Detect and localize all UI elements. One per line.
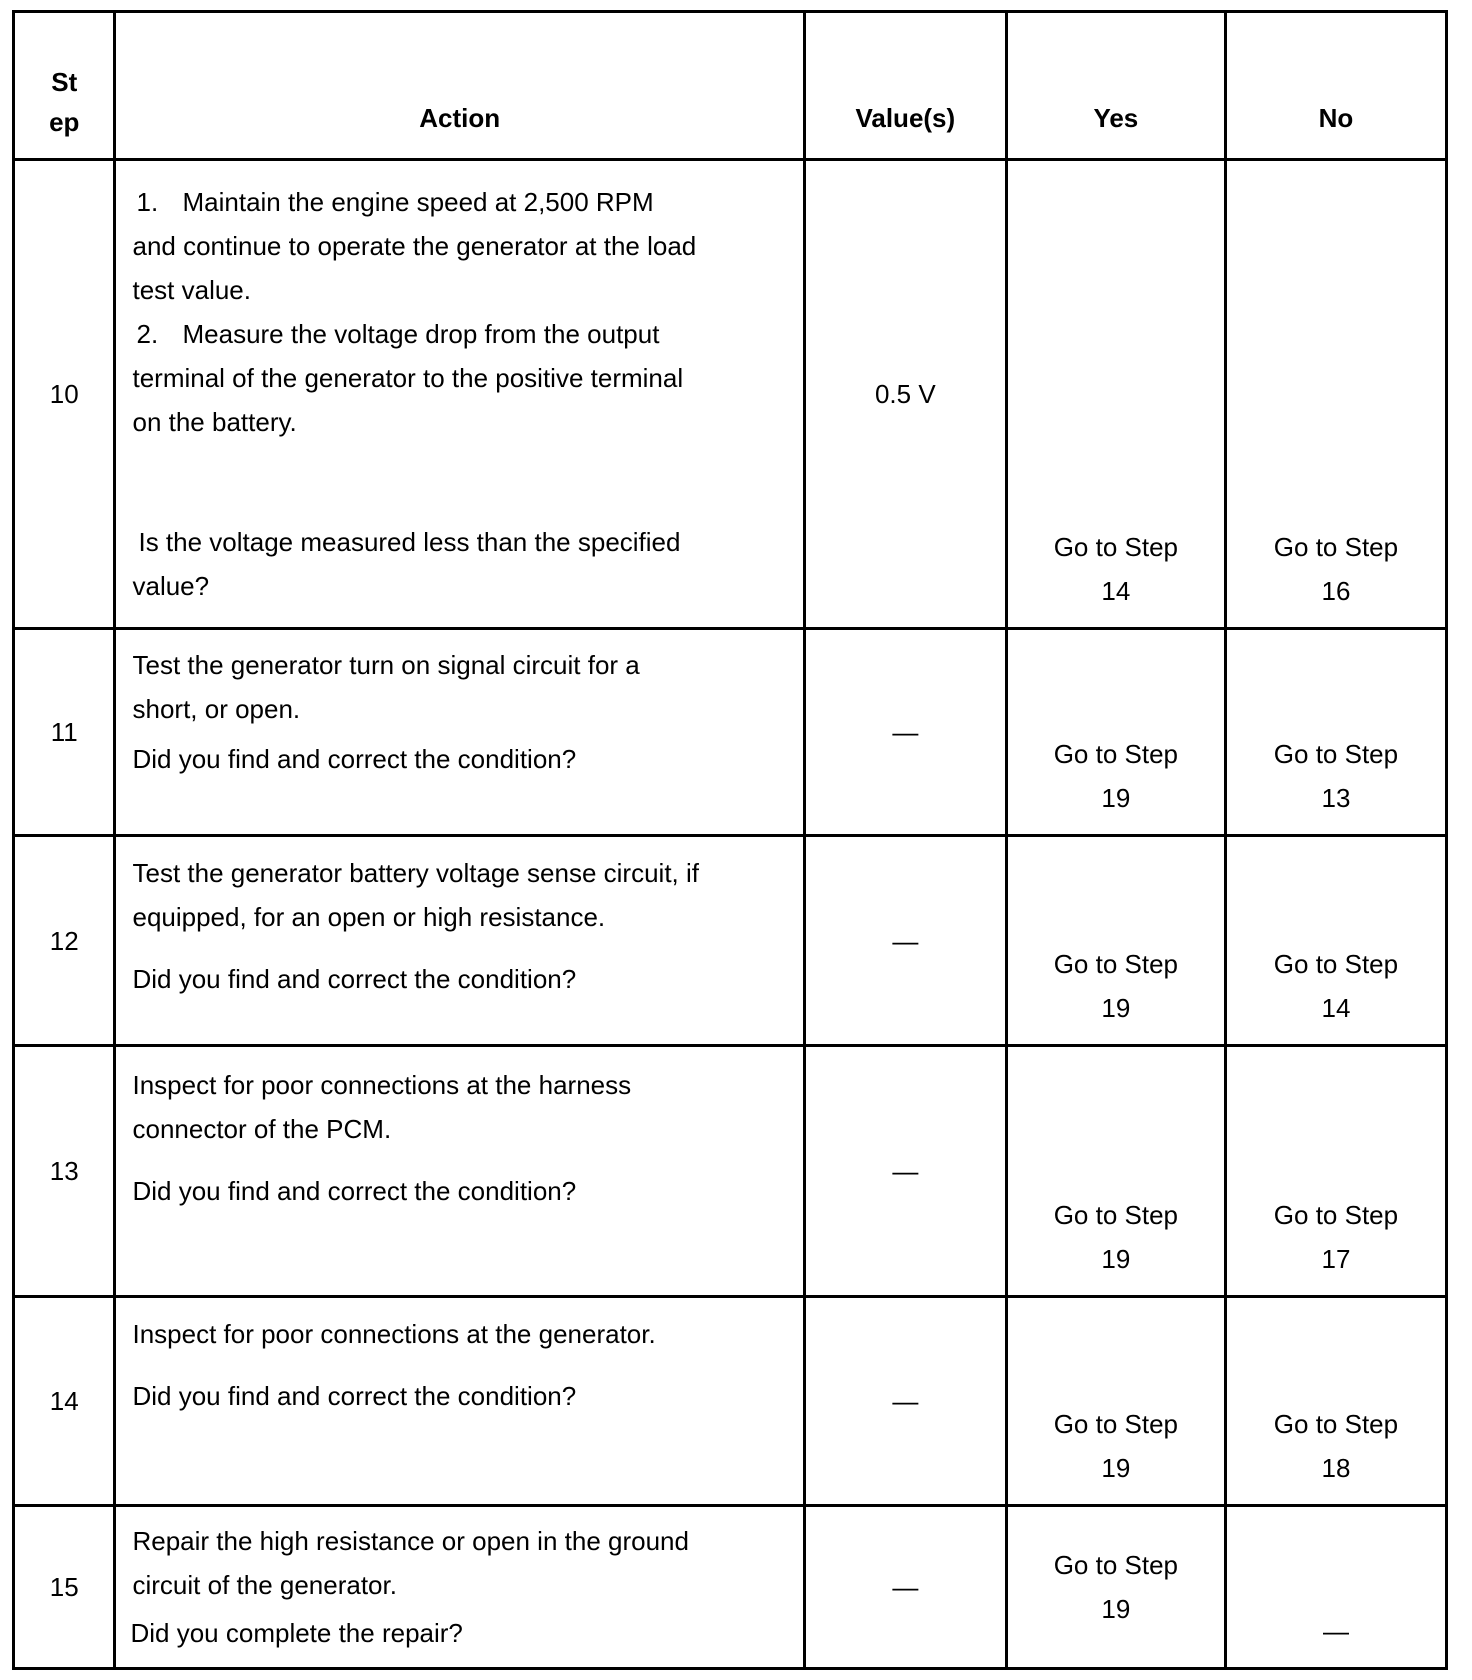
yes-step: 19 (1101, 1593, 1131, 1624)
table-row-step-15 (14, 1505, 1447, 1668)
action-question: value? (132, 570, 210, 601)
action-question: Is the voltage measured less than the specified (138, 526, 681, 557)
yes-text: Go to Step (1053, 1408, 1179, 1439)
table-row-step-11 (14, 628, 1447, 835)
action-question: Did you find and correct the condition? (132, 1380, 577, 1411)
yes-text: Go to Step (1053, 1549, 1179, 1580)
value-cell: — (804, 1045, 1006, 1297)
header-step (14, 12, 115, 160)
yes-text: Go to Step (1053, 739, 1179, 770)
action-text: Test the generator turn on signal circuit for a (132, 650, 640, 681)
no-cell (1225, 1505, 1446, 1668)
step-number: 14 (14, 1297, 115, 1505)
action-text: equipped, for an open or high resistance. (132, 901, 606, 932)
header-step-line2: ep (49, 107, 80, 137)
yes-step: 19 (1101, 992, 1131, 1023)
header-row (14, 12, 1447, 160)
yes-step: 19 (1101, 1244, 1131, 1275)
item-number: 2. (136, 318, 159, 349)
yes-cell (1006, 836, 1225, 1045)
action-question: Did you complete the repair? (130, 1617, 463, 1648)
step-number: 15 (14, 1505, 115, 1668)
table-row-step-13 (14, 1045, 1447, 1297)
action-cell (115, 1505, 804, 1668)
action-text: terminal of the generator to the positive terminal (132, 362, 684, 393)
yes-cell (1006, 1505, 1225, 1668)
yes-text: Go to Step (1053, 948, 1179, 979)
action-text: Repair the high resistance or open in the ground (132, 1525, 689, 1556)
step-number: 12 (14, 836, 115, 1045)
header-yes: Yes (1006, 12, 1225, 160)
action-cell (115, 1297, 804, 1505)
no-text: — (1322, 1616, 1349, 1646)
no-text: Go to Step (1273, 1408, 1399, 1439)
no-step: 16 (1321, 575, 1351, 606)
item-number: 1. (136, 186, 159, 217)
no-cell (1225, 1045, 1446, 1297)
action-text: Measure the voltage drop from the output (182, 318, 660, 349)
table-row-step-12 (14, 836, 1447, 1045)
yes-cell (1006, 1045, 1225, 1297)
action-question: Did you find and correct the condition? (132, 1175, 577, 1206)
no-cell (1225, 836, 1446, 1045)
no-text: Go to Step (1273, 531, 1399, 562)
no-cell (1225, 628, 1446, 835)
yes-step: 14 (1101, 575, 1131, 606)
value-cell: — (804, 628, 1006, 835)
action-text: Inspect for poor connections at the generator. (132, 1318, 656, 1349)
yes-cell (1006, 160, 1225, 629)
table-row-step-14 (14, 1297, 1447, 1505)
action-item (132, 312, 792, 356)
no-text: Go to Step (1273, 948, 1399, 979)
yes-step: 19 (1101, 1452, 1131, 1483)
step-number: 11 (14, 628, 115, 835)
value-cell: 0.5 V (804, 160, 1006, 629)
action-text: short, or open. (132, 694, 301, 725)
action-text: Test the generator battery voltage sense circuit, if (132, 857, 699, 888)
action-item (132, 180, 792, 224)
yes-text: Go to Step (1053, 531, 1179, 562)
action-text: connector of the PCM. (132, 1113, 392, 1144)
table-row-step-10 (14, 160, 1447, 629)
no-step: 14 (1321, 992, 1351, 1023)
no-step: 13 (1321, 783, 1351, 814)
action-question: Did you find and correct the condition? (132, 744, 577, 775)
action-text: on the battery. (132, 406, 297, 437)
value-cell: — (804, 1505, 1006, 1668)
header-values: Value(s) (804, 12, 1006, 160)
no-step: 18 (1321, 1452, 1351, 1483)
action-cell (115, 160, 804, 629)
action-text: Inspect for poor connections at the harness (132, 1069, 632, 1100)
action-cell (115, 836, 804, 1045)
action-cell (115, 628, 804, 835)
no-text: Go to Step (1273, 739, 1399, 770)
header-action: Action (115, 12, 804, 160)
no-cell (1225, 1297, 1446, 1505)
header-no: No (1225, 12, 1446, 160)
value-cell: — (804, 836, 1006, 1045)
no-text: Go to Step (1273, 1200, 1399, 1231)
yes-cell (1006, 628, 1225, 835)
header-step-line1: St (51, 67, 78, 97)
yes-cell (1006, 1297, 1225, 1505)
yes-step: 19 (1101, 783, 1131, 814)
action-question: Did you find and correct the condition? (132, 963, 577, 994)
no-step: 17 (1321, 1244, 1351, 1275)
action-text: test value. (132, 274, 251, 305)
yes-text: Go to Step (1053, 1200, 1179, 1231)
action-cell (115, 1045, 804, 1297)
value-cell: — (804, 1297, 1006, 1505)
action-text: Maintain the engine speed at 2,500 RPM (182, 186, 654, 217)
no-cell (1225, 160, 1446, 629)
action-text: and continue to operate the generator at the load (132, 230, 697, 261)
step-number: 13 (14, 1045, 115, 1297)
action-text: circuit of the generator. (132, 1569, 397, 1600)
diagnostic-table (12, 10, 1448, 1670)
step-number: 10 (14, 160, 115, 629)
